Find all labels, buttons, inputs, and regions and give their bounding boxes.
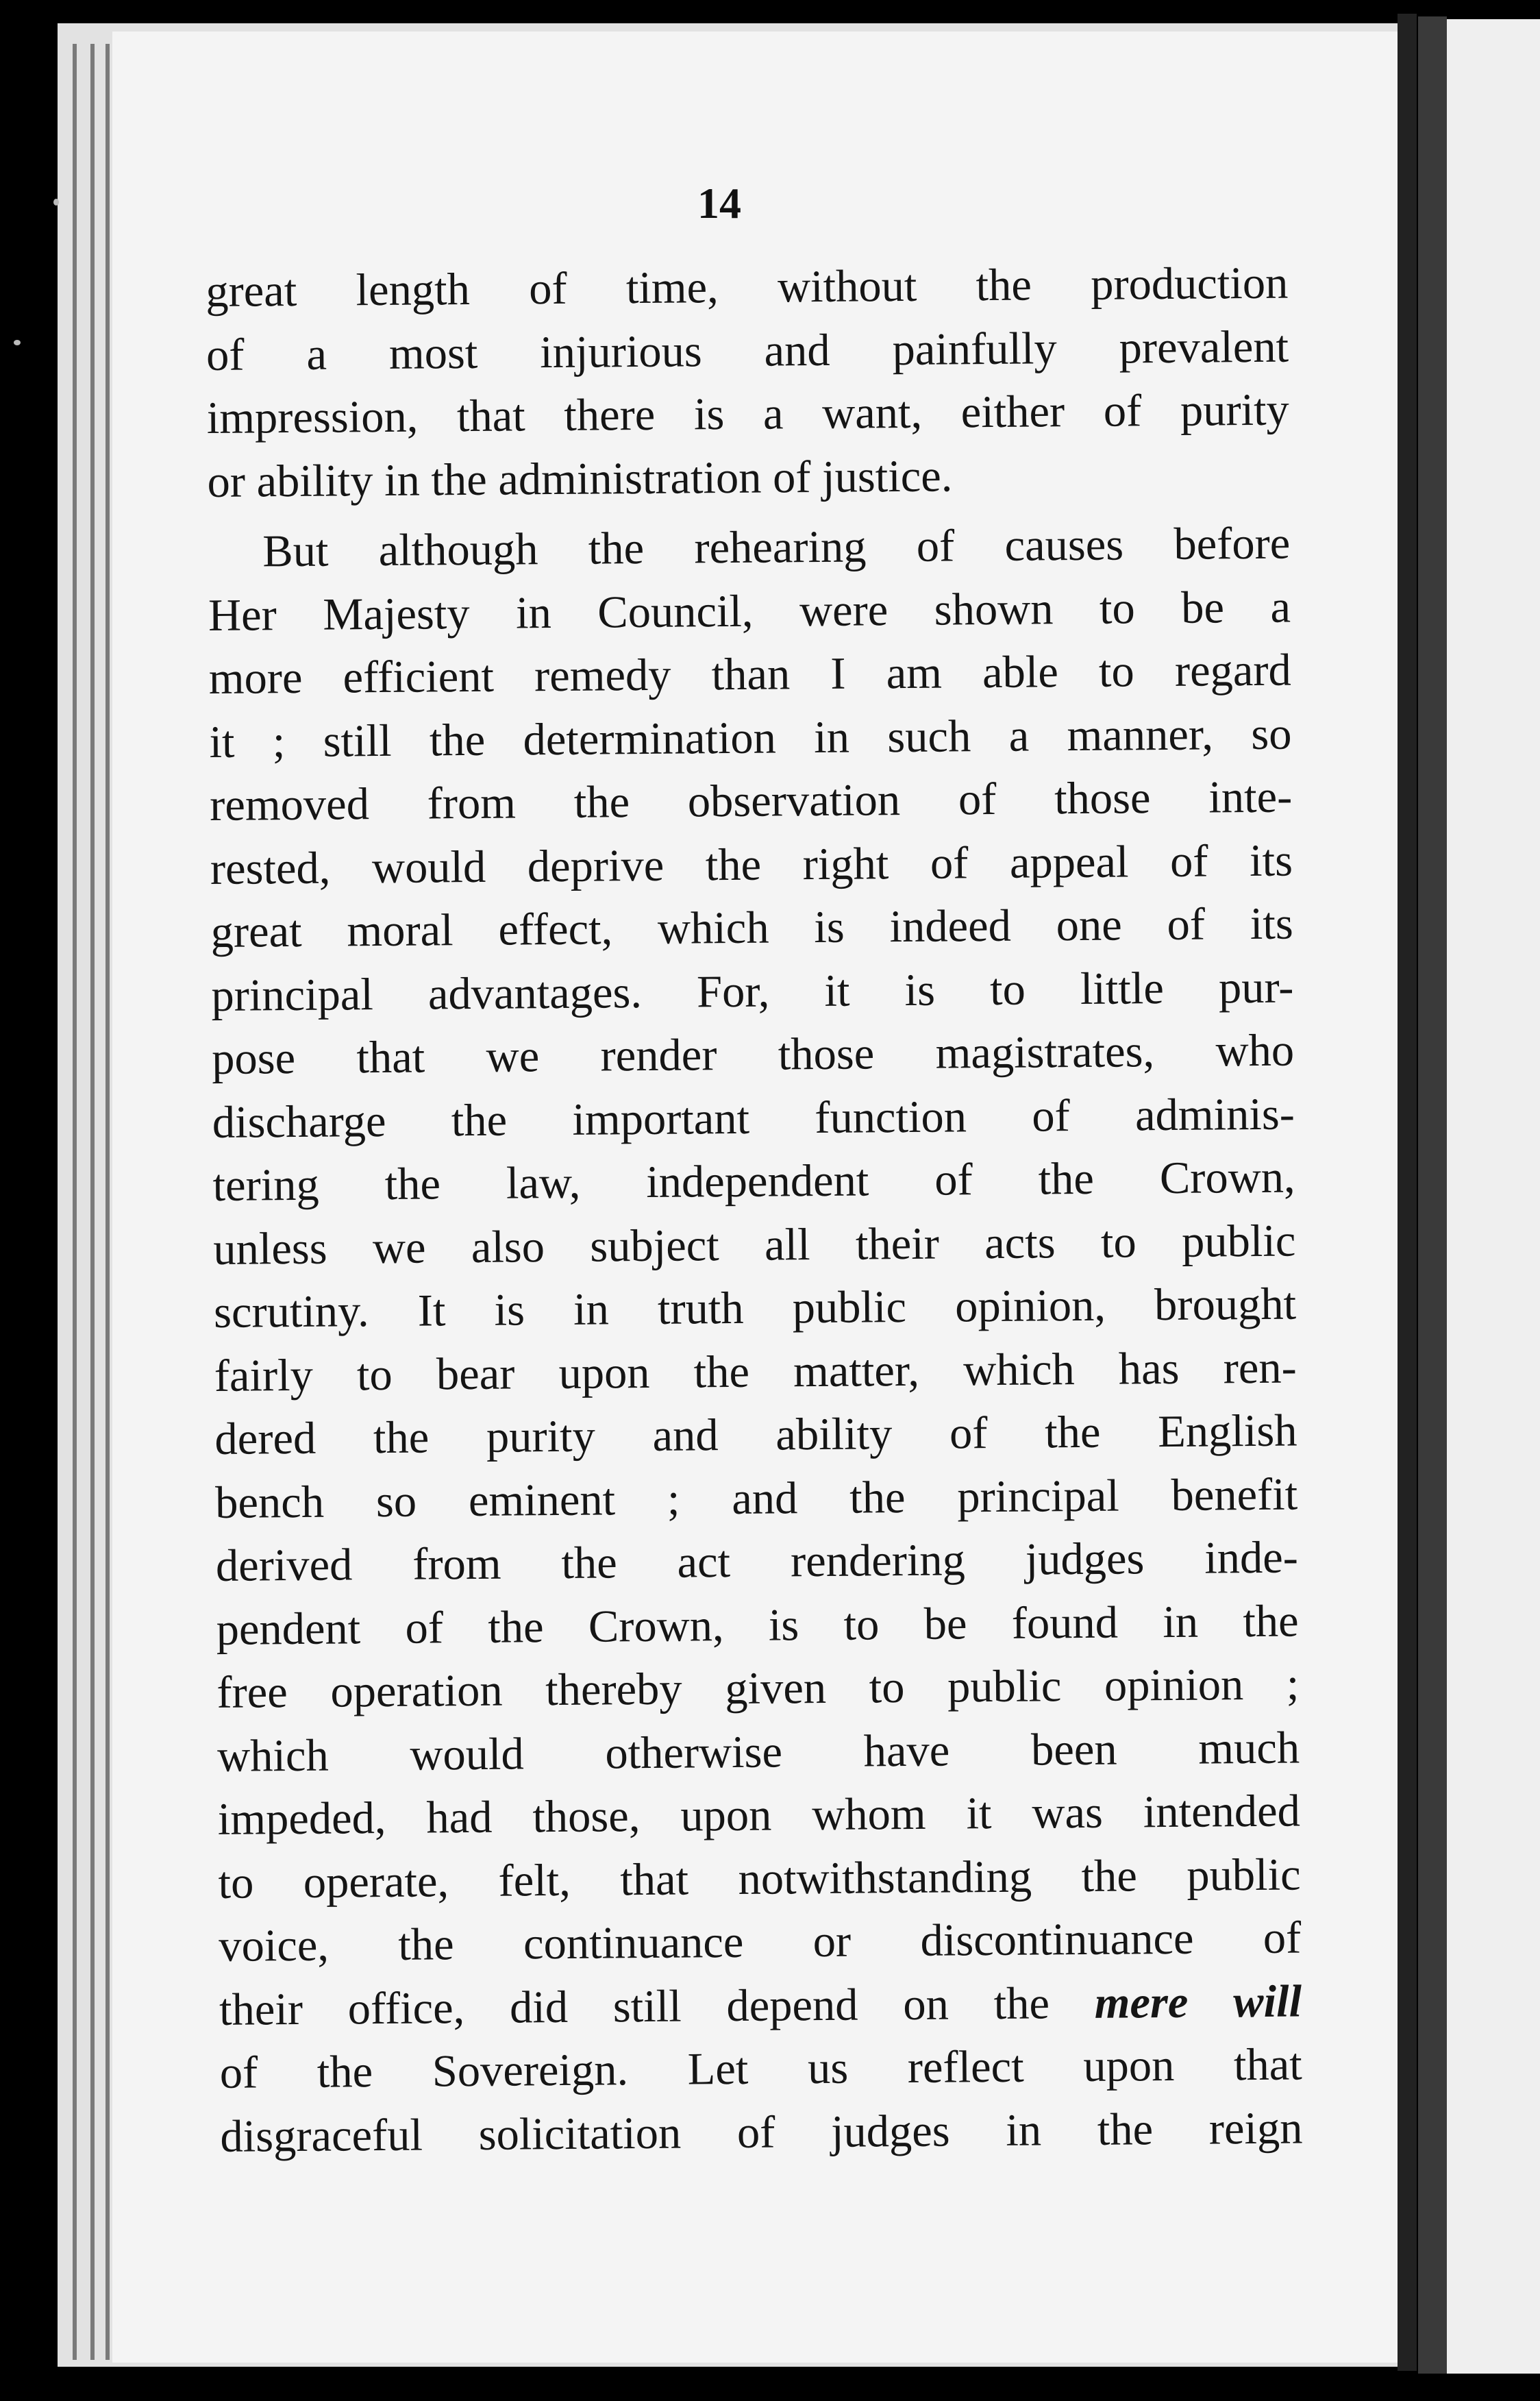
page-edge-line	[105, 44, 110, 2360]
page-edge-line	[73, 44, 77, 2360]
text-line: of a most injurious and painfully prevalent	[206, 321, 1289, 380]
text-line: principal advantages. For, it is to little pur-	[211, 962, 1294, 1021]
text-line: more efficient remedy than I am able to regard	[208, 645, 1292, 704]
scan-speck	[14, 340, 21, 345]
text-line: removed from the observation of those inte-	[209, 772, 1293, 830]
text-line: scrutiny. It is in truth public opinion, brought	[213, 1279, 1297, 1338]
text-line: rested, would deprive the right of appeal of its	[210, 835, 1293, 894]
text-line: impeded, had those, upon whom it was intended	[217, 1786, 1301, 1845]
text-line: of the Sovereign. Let us reflect upon that	[219, 2039, 1303, 2098]
text-line: great length of time, without the production	[206, 258, 1289, 317]
italic-phrase: mere will	[1094, 1976, 1302, 2028]
gutter-shadow	[1398, 14, 1417, 2371]
text-segment: their office, did still depend on the	[219, 1978, 1050, 2035]
text-line: pendent of the Crown, is to be found in the	[216, 1596, 1299, 1655]
text-line: to operate, felt, that notwithstanding the public	[218, 1849, 1301, 1908]
page-number: 14	[697, 179, 741, 227]
text-line: pose that we render those magistrates, who	[211, 1025, 1295, 1084]
text-line: bench so eminent ; and the principal benefit	[214, 1469, 1298, 1528]
paragraph-1	[206, 252, 1290, 514]
text-line: tering the law, independent of the Crown,	[212, 1152, 1295, 1211]
facing-page	[1447, 19, 1540, 2374]
text-line: Her Majesty in Council, were shown to be a	[208, 582, 1291, 641]
text-line: or ability in the administration of justice.	[207, 450, 953, 507]
text-line: discharge the important function of adminis-	[212, 1089, 1295, 1148]
text-line-with-italic	[219, 1970, 1302, 2042]
text-line: great moral effect, which is indeed one of its	[210, 898, 1293, 957]
text-line: free operation thereby given to public opinion ;	[216, 1659, 1300, 1718]
page-edge-line	[90, 44, 95, 2360]
body-text	[206, 252, 1303, 2169]
paragraph-2	[208, 513, 1303, 2169]
text-line: disgraceful solicitation of judges in the reign	[220, 2103, 1303, 2162]
text-line: unless we also subject all their acts to public	[213, 1216, 1296, 1275]
text-line: But although the rehearing of causes before	[262, 518, 1291, 577]
facing-page-edge	[1418, 16, 1447, 2374]
text-line: derived from the act rendering judges inde-	[215, 1532, 1299, 1591]
text-line: fairly to bear upon the matter, which has ren-	[214, 1342, 1297, 1401]
text-line: dered the purity and ability of the English	[214, 1405, 1297, 1464]
text-line: voice, the continuance or discontinuance of	[219, 1912, 1302, 1971]
text-line: it ; still the determination in such a manner, so	[209, 709, 1292, 767]
text-line: which would otherwise have been much	[216, 1723, 1300, 1782]
text-line: impression, that there is a want, either of purity	[206, 384, 1290, 443]
